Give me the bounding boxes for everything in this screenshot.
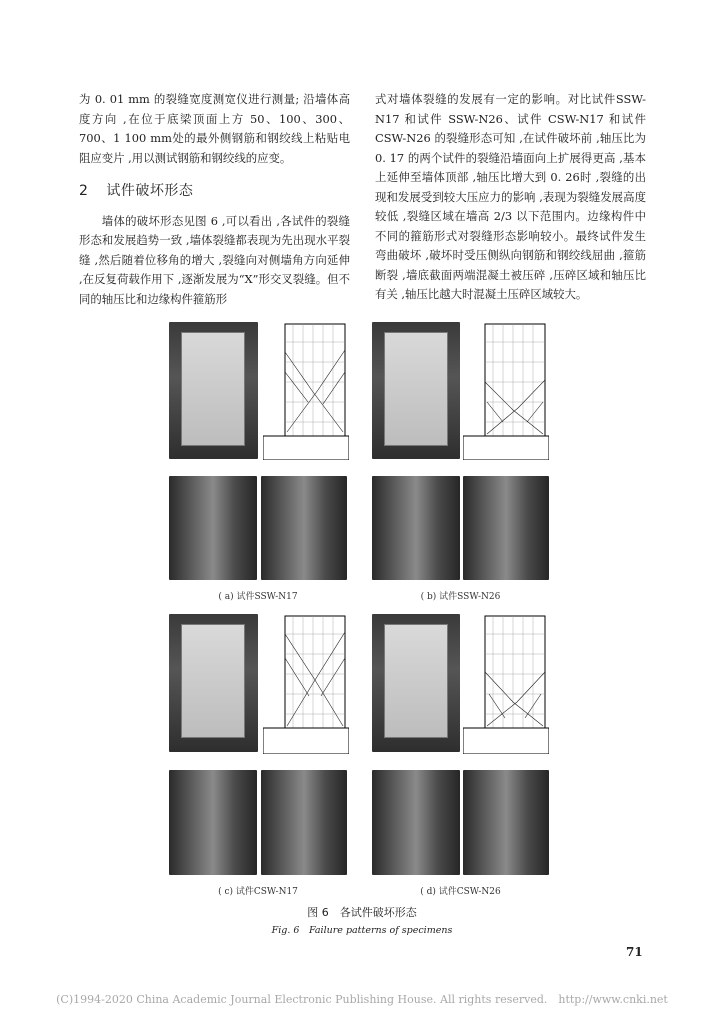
right-paragraph-1: 式对墙体裂缝的发展有一定的影响。对比试件SSW-N17 和试件 SSW-N26、试件 CSW-N17 和试件CSW-N26 的裂缝形态可知 ,在试件破坏前 ,轴压比为 0. 17 的两个试件的裂缝沿墙面向上扩展得更高 ,基本上延伸至墙体顶部 ,轴压比增大到 0. 26时 ,裂缝的出现和发展受到较大压应力的影响 ,表现为裂缝发展高度较低 ,裂缝区域在墙高 2/3 以下范围内。边缘构件中不同的箍筋形式对裂缝形态影响较小。最终试件发生弯曲破坏 ,破坏时受压侧纵向钢筋和钢绞线屈曲 ,箍筋断裂 ,墙底截面两端混凝土被压碎 ,压碎区域和轴压比有关 ,轴压比越大时混凝土压碎区域较大。 — [375, 92, 646, 301]
figure-caption-english: Fig. 6 Failure patterns of specimens — [271, 925, 453, 936]
specimen-b-crack-drawing — [463, 322, 549, 460]
subcaption-b: ( b) 试件SSW-N26 — [420, 592, 501, 602]
specimen-c-overview-photo — [169, 614, 258, 752]
specimen-d-left-damage-photo — [372, 770, 460, 875]
specimen-c-left-damage-photo — [169, 770, 257, 875]
specimen-c-right-damage-photo — [261, 770, 347, 875]
specimen-a-left-damage-photo — [169, 476, 257, 580]
page-number: 71 — [626, 945, 643, 959]
subcaption-d: ( d) 试件CSW-N26 — [420, 887, 501, 897]
figure-caption-chinese: 图 6 各试件破坏形态 — [307, 906, 417, 919]
specimen-b-right-damage-photo — [463, 476, 549, 580]
right-text-column — [375, 90, 646, 305]
specimen-d-right-damage-photo — [463, 770, 549, 875]
left-paragraph-1: 为 0. 01 mm 的裂缝宽度测宽仪进行测量; 沿墙体高度方向 ,在位于底梁顶面上方 50、100、300、700、1 100 mm处的最外侧钢筋和钢绞线上粘贴电阻应变片 ,用以测试钢筋和钢绞线的应变。 — [79, 92, 350, 165]
specimen-a-overview-photo — [169, 322, 258, 459]
left-text-column — [79, 90, 350, 309]
specimen-b-left-damage-photo — [372, 476, 460, 580]
subcaption-a: ( a) 试件SSW-N17 — [218, 592, 298, 602]
section-heading — [79, 182, 350, 202]
subcaption-c: ( c) 试件CSW-N17 — [218, 887, 298, 897]
specimen-d-crack-drawing — [463, 614, 549, 754]
copyright-footer: (C)1994-2020 China Academic Journal Electronic Publishing House. All rights reserved. http://www.cnki.net — [56, 993, 668, 1006]
specimen-c-crack-drawing — [263, 614, 349, 754]
specimen-d-overview-photo — [372, 614, 460, 752]
specimen-b-overview-photo — [372, 322, 460, 459]
section-number: 2 — [79, 183, 89, 199]
section-title: 试件破坏形态 — [106, 183, 194, 199]
specimen-a-right-damage-photo — [261, 476, 347, 580]
specimen-a-crack-drawing — [263, 322, 349, 460]
left-paragraph-2: 墙体的破坏形态见图 6 ,可以看出 ,各试件的裂缝形态和发展趋势一致 ,墙体裂缝都表现为先出现水平裂缝 ,然后随着位移角的增大 ,裂缝向对侧墙角方向延伸 ,在反复荷载作用下 ,逐渐发展为“X”形交叉裂缝。但不同的轴压比和边缘构件箍筋形 — [79, 213, 350, 306]
